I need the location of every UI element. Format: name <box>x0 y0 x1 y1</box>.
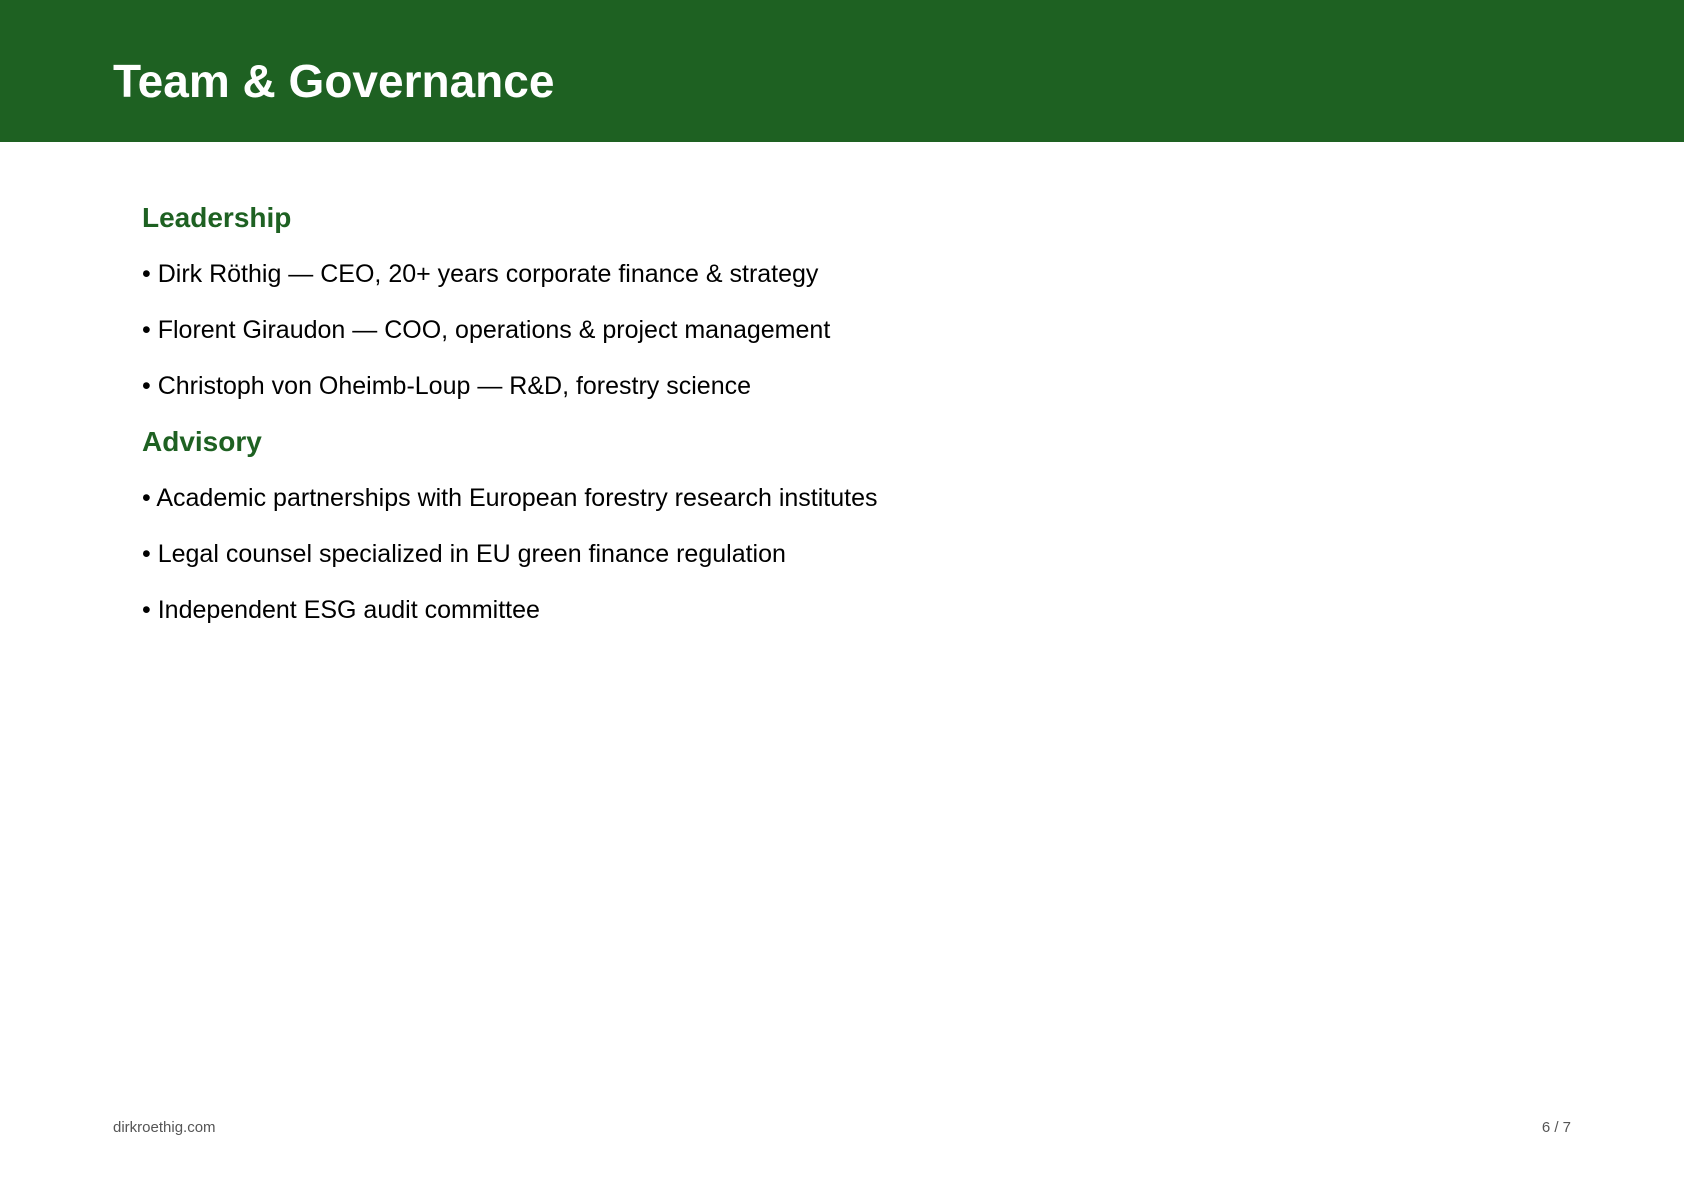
list-item-text: Dirk Röthig — CEO, 20+ years corporate finance & strategy <box>157 260 819 288</box>
bullet-icon: • <box>142 316 151 344</box>
list-item <box>142 254 1442 294</box>
bullet-icon: • <box>142 596 151 624</box>
section-heading-advisory: Advisory <box>142 426 262 457</box>
list-item-text: Academic partnerships with European forestry research institutes <box>156 484 878 512</box>
list-item-text: Florent Giraudon — COO, operations & project management <box>157 316 831 344</box>
header-band <box>0 0 1684 142</box>
list-item-text: Independent ESG audit committee <box>157 596 540 624</box>
list-item <box>142 310 1442 350</box>
list-item-text: Christoph von Oheimb-Loup — R&D, forestry science <box>157 372 752 400</box>
list-item-text: Legal counsel specialized in EU green finance regulation <box>157 540 786 568</box>
list-item <box>142 590 1442 630</box>
leadership-list <box>142 254 1442 406</box>
bullet-icon: • <box>142 484 151 512</box>
list-item <box>142 534 1442 574</box>
page-number: 6 / 7 <box>1541 1119 1571 1136</box>
slide-content <box>142 198 1442 630</box>
advisory-list <box>142 478 1442 630</box>
page-title: Team & Governance <box>113 55 555 107</box>
section-heading-leadership: Leadership <box>142 202 292 233</box>
bullet-icon: • <box>142 372 151 400</box>
list-item <box>142 478 1442 518</box>
bullet-icon: • <box>142 260 151 288</box>
footer-site: dirkroethig.com <box>113 1119 216 1136</box>
list-item <box>142 366 1442 406</box>
bullet-icon: • <box>142 540 151 568</box>
